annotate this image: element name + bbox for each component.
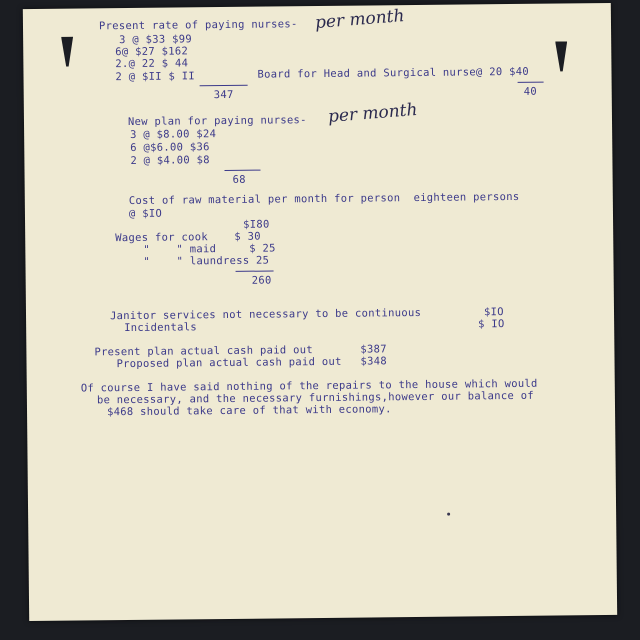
note-line-3: $468 should take care of that with economy.: [106, 403, 392, 419]
handwritten-per-month-1: per month: [314, 6, 406, 34]
wages-sum-rule: [236, 270, 274, 271]
proposed-plan-line: Proposed plan actual cash paid out: [116, 355, 342, 371]
board-total: 40: [523, 85, 538, 98]
wages-row-maid: " " maid $ 25: [143, 242, 276, 256]
present-rate-row-3: 2.@ 22 $ 44: [115, 57, 189, 71]
ink-speck: [447, 513, 450, 516]
raw-material-line-2: @ $IO: [128, 207, 163, 220]
new-plan-heading: New plan for paying nurses-: [127, 114, 307, 128]
janitor-amount: $IO: [483, 306, 504, 319]
new-plan-total: 68: [232, 173, 246, 186]
incidentals-amount: $ IO: [478, 318, 505, 331]
present-rate-row-1: 3 @ $33 $99: [119, 33, 193, 47]
janitor-line: Janitor services not necessary to be continuous: [109, 306, 422, 323]
present-rate-sum-rule: [200, 85, 248, 87]
board-line: Board for Head and Surgical nurse@ 20 $40: [257, 65, 530, 81]
new-plan-row-2: 6 @$6.00 $36: [130, 141, 210, 154]
present-rate-heading: Present rate of paying nurses-: [98, 18, 298, 33]
wages-total: 260: [251, 274, 272, 287]
raw-material-amount: $I80: [243, 218, 270, 231]
punch-hole-left: [61, 37, 73, 67]
wages-row-cook: Wages for cook $ 30: [115, 230, 261, 245]
board-sum-rule: [518, 82, 544, 83]
incidentals-line: Incidentals: [124, 321, 198, 335]
punch-hole-right: [555, 41, 567, 71]
new-plan-sum-rule: [225, 170, 261, 171]
new-plan-row-1: 3 @ $8.00 $24: [130, 128, 217, 141]
present-plan-line: Present plan actual cash paid out: [94, 344, 313, 359]
wages-row-laundress: " " laundress 25: [143, 254, 270, 268]
present-rate-row-4: 2 @ $II $ II: [115, 70, 196, 84]
present-rate-total: 347: [213, 88, 234, 102]
typed-document-page: [23, 3, 617, 621]
proposed-plan-amount: $348: [360, 355, 388, 368]
handwritten-per-month-2: per month: [327, 99, 419, 127]
new-plan-row-3: 2 @ $4.00 $8: [130, 154, 210, 167]
present-rate-row-2: 6@ $27 $162: [115, 45, 189, 59]
note-line-1: Of course I have said nothing of the repairs to the house which would: [80, 377, 538, 395]
raw-material-line-1: Cost of raw material per month for person eighteen persons: [128, 190, 520, 207]
present-plan-amount: $387: [360, 343, 387, 356]
note-line-2: be necessary, and the necessary furnishings,however our balance of: [96, 389, 534, 407]
